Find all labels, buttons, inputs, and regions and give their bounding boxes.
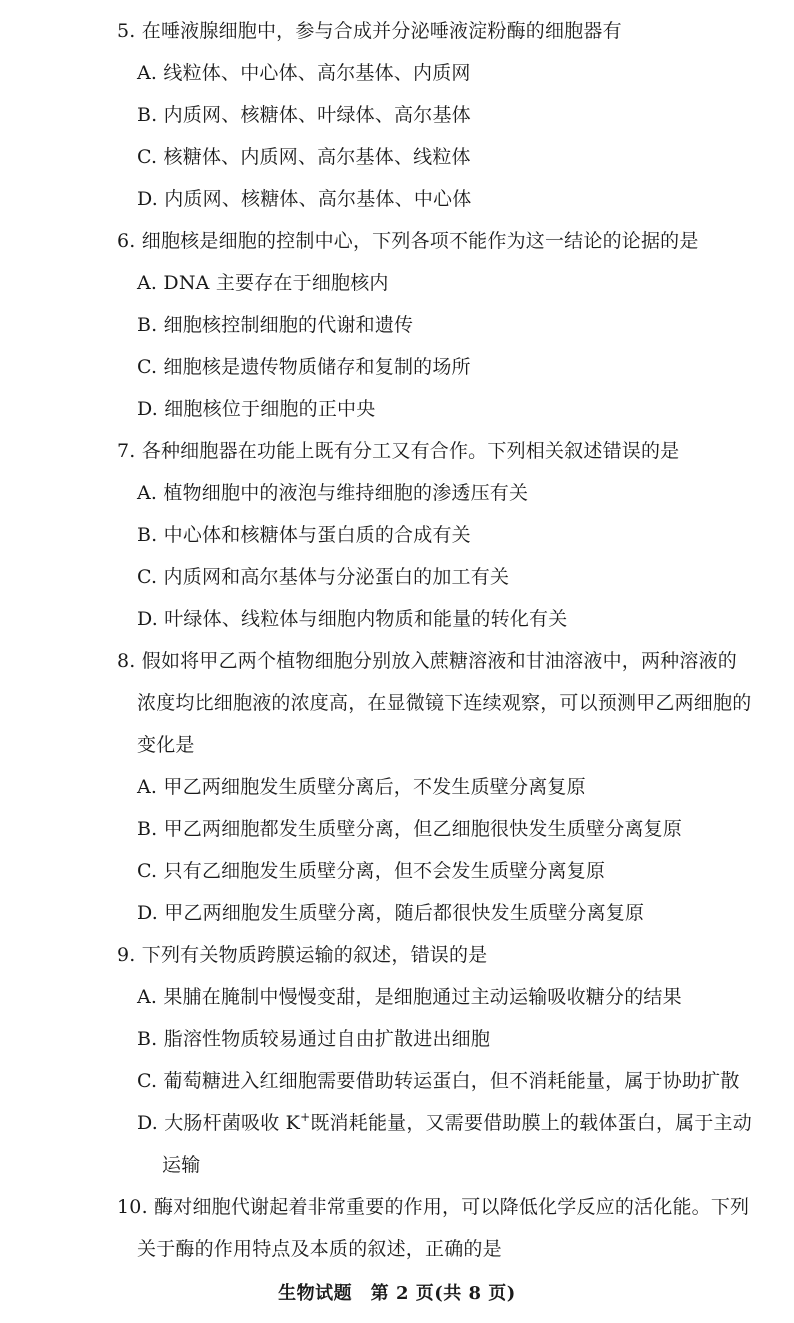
question-5-option-c: C. 核糖体、内质网、高尔基体、线粒体 bbox=[137, 146, 471, 168]
page-footer: 生物试题 第 2 页(共 8 页) bbox=[278, 1283, 516, 1304]
question-9-option-a: A. 果脯在腌制中慢慢变甜，是细胞通过主动运输吸收糖分的结果 bbox=[137, 986, 682, 1008]
question-8-option-c: C. 只有乙细胞发生质壁分离，但不会发生质壁分离复原 bbox=[137, 860, 606, 882]
question-7-option-d: D. 叶绿体、线粒体与细胞内物质和能量的转化有关 bbox=[137, 608, 568, 630]
question-10-stem-line-1: 10. 酶对细胞代谢起着非常重要的作用，可以降低化学反应的活化能。下列 bbox=[117, 1196, 750, 1218]
question-5-option-a: A. 线粒体、中心体、高尔基体、内质网 bbox=[137, 62, 471, 84]
question-8-stem-line-2: 浓度均比细胞液的浓度高，在显微镜下连续观察，可以预测甲乙两细胞的 bbox=[137, 692, 752, 714]
question-6-option-c: C. 细胞核是遗传物质储存和复制的场所 bbox=[137, 356, 471, 378]
question-7-option-b: B. 中心体和核糖体与蛋白质的合成有关 bbox=[137, 524, 471, 546]
question-7-stem: 7. 各种细胞器在功能上既有分工又有合作。下列相关叙述错误的是 bbox=[117, 440, 680, 462]
question-6-option-b: B. 细胞核控制细胞的代谢和遗传 bbox=[137, 314, 414, 336]
question-8-stem-line-3: 变化是 bbox=[137, 734, 195, 756]
question-6-stem: 6. 细胞核是细胞的控制中心，下列各项不能作为这一结论的论据的是 bbox=[117, 230, 699, 252]
question-9-option-d-text-post: 既消耗能量，又需要借助膜上的载体蛋白，属于主动 bbox=[310, 1112, 752, 1134]
question-6-option-d: D. 细胞核位于细胞的正中央 bbox=[137, 398, 376, 420]
question-8-option-a: A. 甲乙两细胞发生质壁分离后，不发生质壁分离复原 bbox=[137, 776, 586, 798]
question-7-option-a: A. 植物细胞中的液泡与维持细胞的渗透压有关 bbox=[137, 482, 529, 504]
question-9-option-c: C. 葡萄糖进入红细胞需要借助转运蛋白，但不消耗能量，属于协助扩散 bbox=[137, 1070, 740, 1092]
question-10-stem-line-2: 关于酶的作用特点及本质的叙述，正确的是 bbox=[137, 1238, 502, 1260]
question-9-option-d-continuation: 运输 bbox=[162, 1154, 201, 1176]
question-9-stem: 9. 下列有关物质跨膜运输的叙述，错误的是 bbox=[117, 944, 488, 966]
question-7-option-c: C. 内质网和高尔基体与分泌蛋白的加工有关 bbox=[137, 566, 510, 588]
question-5-stem: 5. 在唾液腺细胞中，参与合成并分泌唾液淀粉酶的细胞器有 bbox=[117, 20, 622, 42]
question-5-option-b: B. 内质网、核糖体、叶绿体、高尔基体 bbox=[137, 104, 471, 126]
question-5-option-d: D. 内质网、核糖体、高尔基体、中心体 bbox=[137, 188, 472, 210]
question-8-option-d: D. 甲乙两细胞发生质壁分离，随后都很快发生质壁分离复原 bbox=[137, 902, 645, 924]
question-9-option-d-text-pre: D. 大肠杆菌吸收 K bbox=[137, 1112, 301, 1134]
question-9-option-d bbox=[137, 1111, 752, 1135]
question-8-stem-line-1: 8. 假如将甲乙两个植物细胞分别放入蔗糖溶液和甘油溶液中，两种溶液的 bbox=[117, 650, 737, 672]
question-8-option-b: B. 甲乙两细胞都发生质壁分离，但乙细胞很快发生质壁分离复原 bbox=[137, 818, 683, 840]
question-9-option-b: B. 脂溶性物质较易通过自由扩散进出细胞 bbox=[137, 1028, 491, 1050]
potassium-charge: + bbox=[300, 1110, 311, 1124]
question-6-option-a: A. DNA 主要存在于细胞核内 bbox=[137, 272, 389, 294]
